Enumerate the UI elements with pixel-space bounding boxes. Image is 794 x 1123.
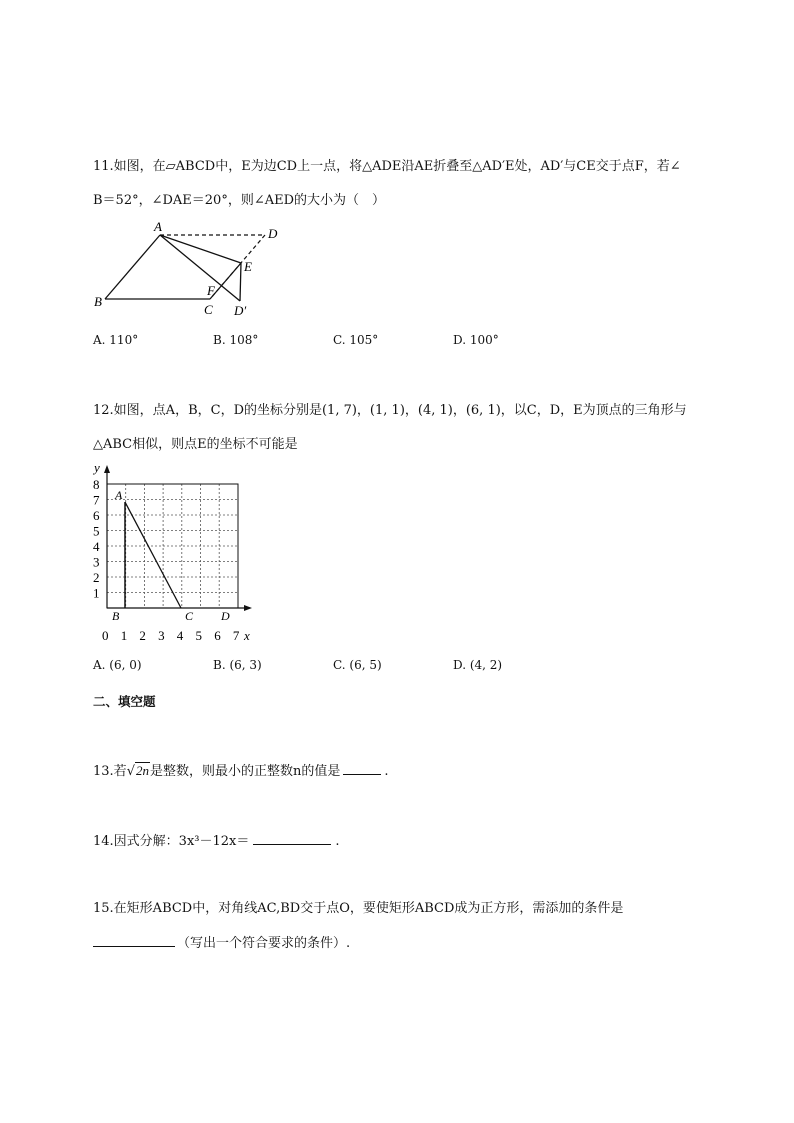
y-tick-label: 7 [93,492,100,508]
q11-label-f: F [207,283,215,298]
q14-end: . [335,834,340,849]
q11-label-c: C [204,302,213,317]
q12-option-a: A. (6, 0) [93,658,142,672]
q11-option-d: D. 100° [453,333,499,347]
y-tick-label: 2 [93,570,100,585]
q12-point-label-d: D [221,609,230,623]
x-tick-label: 1 [120,628,128,643]
q11-option-b: B. 108° [213,333,259,347]
y-tick-label: 4 [93,539,100,554]
q12-x-axis-label: x [244,628,250,643]
x-tick-label: 6 [214,628,221,643]
q11-label-e: E [244,259,252,274]
x-tick-label: 2 [139,628,146,643]
x-tick-label: 3 [158,628,165,643]
q13-prefix: 13.若 [93,764,127,779]
q14-text [93,832,340,851]
q15-answer-blank[interactable] [93,934,175,947]
q15-text-line1: 15.在矩形ABCD中，对角线AC,BD交于点O，要使矩形ABCD成为正方形，需添加的条件是 [93,901,624,916]
q11-label-b: B [94,294,102,309]
q12-option-c: C. (6, 5) [333,658,382,672]
q12-text-line1: 12.如图，点A，B，C，D的坐标分别是(1, 7)，(1, 1)，(4, 1)，(6, 1)，以C，D，E为顶点的三角形与 [93,403,687,418]
y-tick-label: 6 [93,508,100,523]
q14-answer-blank[interactable] [253,832,331,845]
q11-option-a: A. 110° [93,333,139,347]
x-tick-label: 0 [102,628,109,643]
q15-text-line2 [93,934,350,953]
q11-text-line2: B＝52°，∠DAE＝20°，则∠AED的大小为（ ） [93,193,386,208]
q11-label-a: A [154,219,162,234]
y-tick-label: 8 [93,477,100,492]
q12-y-axis-label: y [94,460,100,475]
y-tick-label: 5 [93,523,100,539]
q11-label-d: D [268,226,278,241]
q13-radicand: 2n [135,763,149,778]
x-tick-label: 4 [176,628,184,643]
q11-label-d-prime: D′ [234,303,247,318]
x-tick-label: 5 [195,628,202,643]
sqrt-icon: √ [126,764,135,779]
y-tick-label: 3 [93,554,100,570]
q11-text-line1: 11.如图，在▱ABCD中，E为边CD上一点，将△ADE沿AE折叠至△AD′E处，AD′与CE交于点F，若∠ [93,159,681,174]
y-tick-label: 1 [93,585,100,601]
q12-point-label-a: A [115,488,123,502]
q11-option-c: C. 105° [333,333,379,347]
q15-line2-suffix: （写出一个符合要求的条件）. [177,936,351,951]
q12-text-line2: △ABC相似，则点E的坐标不可能是 [93,437,298,452]
q13-suffix: 是整数，则最小的正整数n的值是 [149,764,341,779]
x-tick-label: 7 [232,628,240,643]
q12-point-label-b: B [112,609,120,623]
q13-answer-blank[interactable] [343,762,381,775]
q13-end: . [384,764,389,779]
q11-parallelogram-figure [88,216,288,324]
q12-coordinate-grid [88,460,258,646]
q12-option-d: D. (4, 2) [453,658,503,672]
q12-point-label-c: C [185,609,194,623]
q13-text [93,762,389,781]
q12-option-b: B. (6, 3) [213,658,262,672]
section-title-fill-in-blank: 二、填空题 [93,694,156,709]
q14-expression: 14.因式分解：3x³－12x＝ [93,834,250,849]
